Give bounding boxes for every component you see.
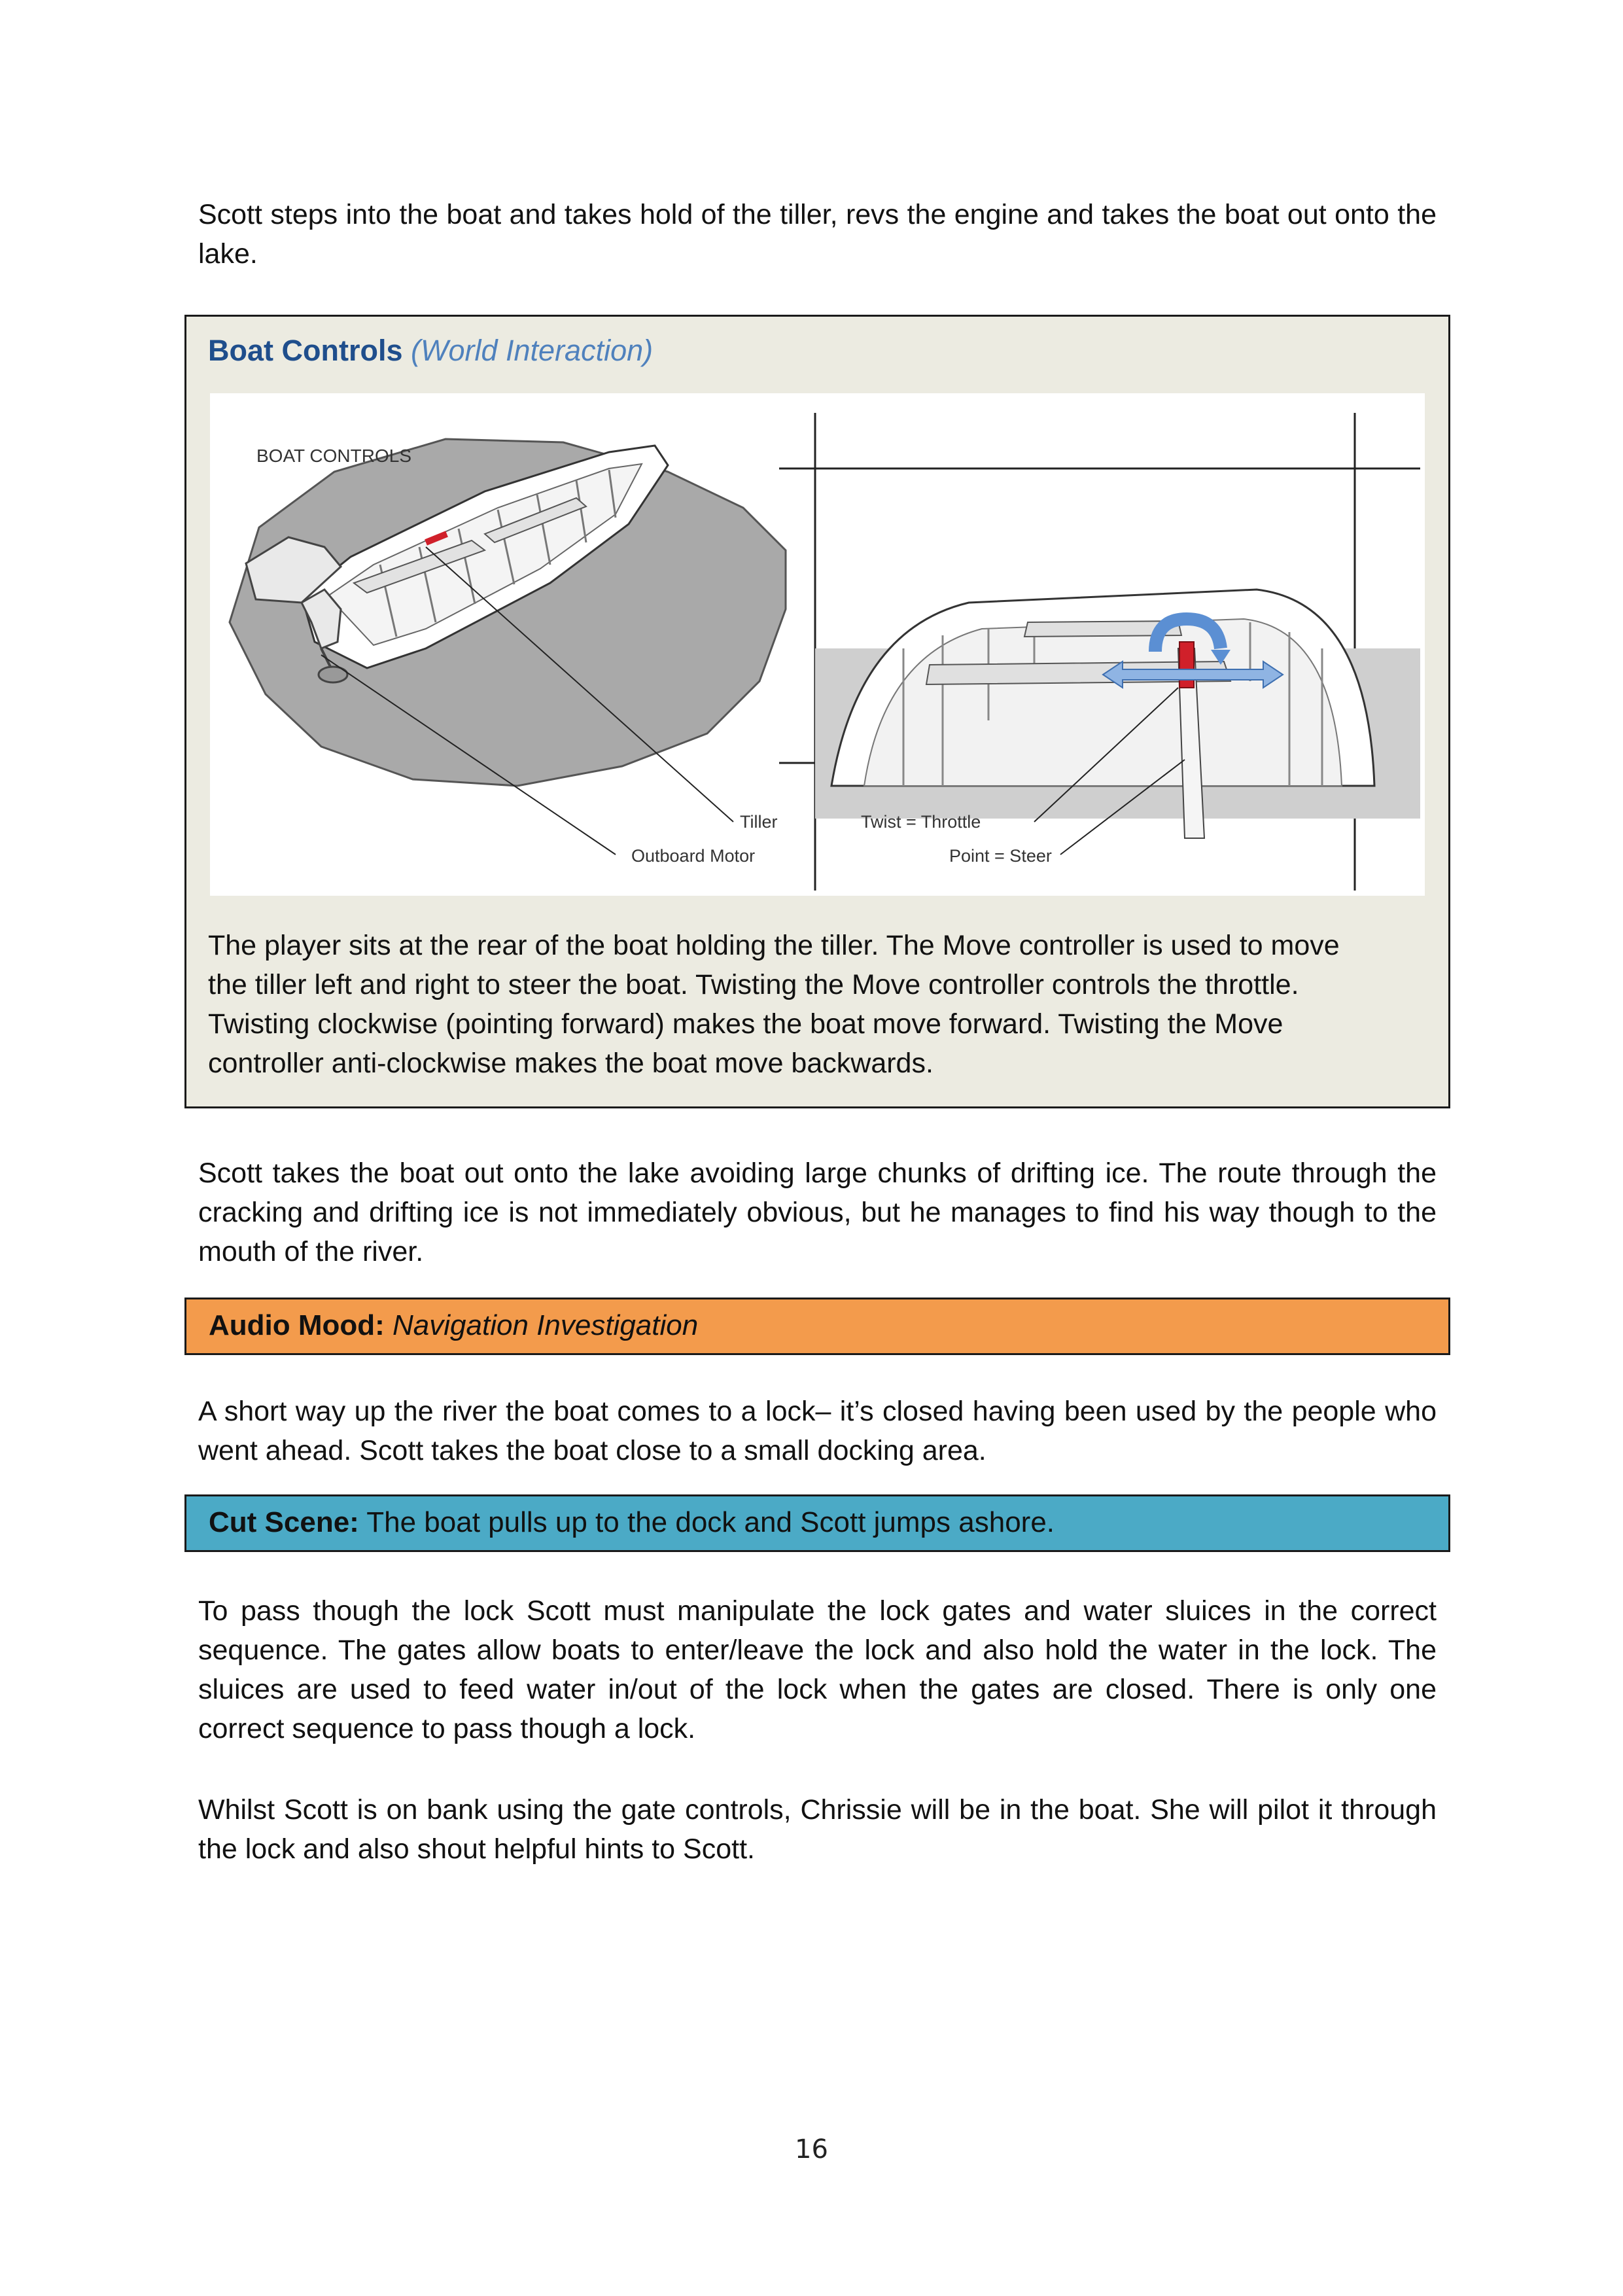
cut-scene-callout xyxy=(184,1494,1450,1552)
cut-scene-label: Cut Scene: xyxy=(209,1506,359,1538)
boat-controls-description xyxy=(208,926,1340,1083)
description-line: controller anti-clockwise makes the boat move backwards. xyxy=(208,1048,934,1079)
label-twist-throttle: Twist = Throttle xyxy=(861,812,981,832)
label-tiller: Tiller xyxy=(740,812,778,832)
audio-mood-value: Navigation Investigation xyxy=(393,1309,699,1341)
cut-scene-value: The boat pulls up to the dock and Scott jumps ashore. xyxy=(366,1506,1055,1538)
page-number: 16 xyxy=(795,2134,828,2164)
label-point-steer: Point = Steer xyxy=(949,846,1052,866)
intro-paragraph: Scott steps into the boat and takes hold of the tiller, revs the engine and takes the boat out onto the lake. xyxy=(198,199,1437,270)
boat-controls-box xyxy=(184,315,1450,1108)
boat-controls-title: Boat Controls xyxy=(208,334,403,367)
audio-mood-callout xyxy=(184,1298,1450,1355)
boat-controls-heading xyxy=(208,331,653,370)
label-outboard-motor: Outboard Motor xyxy=(631,846,756,866)
description-line: The player sits at the rear of the boat holding the tiller. The Move controller is used to move xyxy=(208,930,1340,961)
lock-paragraph: A short way up the river the boat comes to a lock– it’s closed having been used by the people who went ahead. Scott takes the boat close to a small docking area. xyxy=(198,1396,1437,1466)
description-line: the tiller left and right to steer the boat. Twisting the Move controller controls the throttle. xyxy=(208,969,1299,1000)
lake-paragraph: Scott takes the boat out onto the lake avoiding large chunks of drifting ice. The route through the cracking and drifting ice is not immediately obvious, but he manages to find his way though to the mouth of the river. xyxy=(198,1157,1437,1267)
figure-heading: BOAT CONTROLS xyxy=(256,446,412,466)
boat-controls-subtitle: (World Interaction) xyxy=(411,334,654,367)
gates-paragraph: To pass though the lock Scott must manipulate the lock gates and water sluices in the correct sequence. The gates allow boats to enter/leave the lock and also hold the water in the lock. The sluices are used to feed water in/out of the lock when the gates are closed. There is only one correct sequence to pass though a lock. xyxy=(198,1595,1437,1744)
tiller-grip xyxy=(1179,642,1194,688)
boat-diagram xyxy=(210,393,1425,896)
chrissie-paragraph: Whilst Scott is on bank using the gate controls, Chrissie will be in the boat. She will pilot it through the lock and also shout helpful hints to Scott. xyxy=(198,1794,1437,1865)
audio-mood-label: Audio Mood: xyxy=(209,1309,385,1341)
boat-controls-figure xyxy=(210,393,1425,896)
description-line: Twisting clockwise (pointing forward) makes the boat move forward. Twisting the Move xyxy=(208,1008,1283,1040)
